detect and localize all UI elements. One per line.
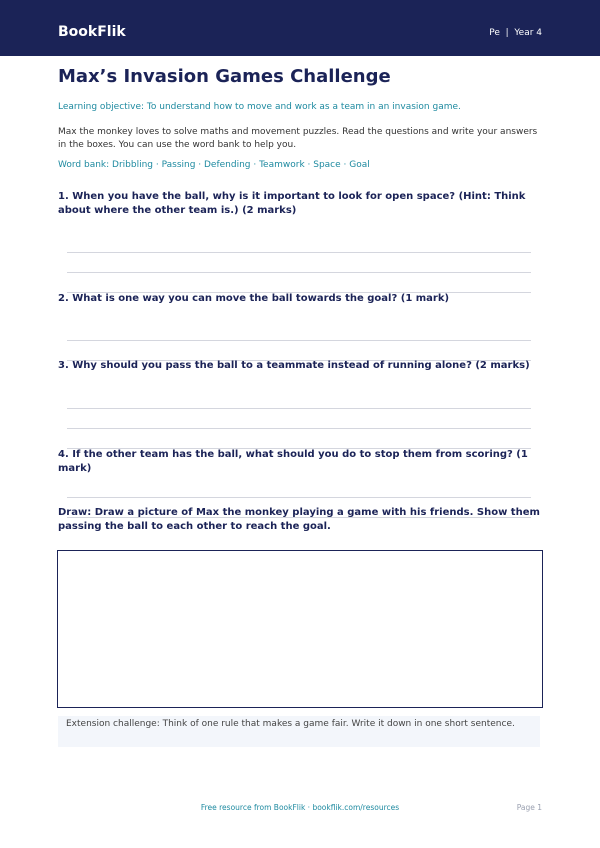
answer-line[interactable] bbox=[67, 428, 531, 429]
page-header bbox=[0, 0, 600, 56]
footer-text: Free resource from BookFlik · bookflik.com/resources bbox=[200, 803, 400, 812]
question-2: 2. What is one way you can move the ball towards the goal? (1 mark) bbox=[58, 293, 450, 304]
extension-challenge: Extension challenge: Think of one rule that makes a game fair. Write it down in one short sentence. bbox=[58, 716, 540, 747]
question-3: 3. Why should you pass the ball to a teammate instead of running alone? (2 marks) bbox=[58, 360, 530, 371]
question-4: 4. If the other team has the ball, what should you do to stop them from scoring? (1 mark) bbox=[58, 449, 528, 474]
question-1: 1. When you have the ball, why is it important to look for open space? (Hint: Think about where the other team is.) (2 marks) bbox=[58, 191, 526, 216]
intro-text: Max the monkey loves to solve maths and movement puzzles. Read the questions and write your answers in the boxes. You can use the word bank to help you. bbox=[58, 127, 538, 150]
draw-prompt: Draw: Draw a picture of Max the monkey playing a game with his friends. Show them passing the ball to each other to reach the goal. bbox=[58, 507, 540, 532]
learning-objective: Learning objective: To understand how to move and work as a team in an invasion game. bbox=[58, 102, 461, 112]
drawing-box[interactable] bbox=[57, 550, 543, 708]
page-number: Page 1 bbox=[516, 803, 542, 812]
answer-line[interactable] bbox=[67, 497, 531, 498]
brand-logo: BookFlik bbox=[58, 24, 126, 40]
subject-year-label: Pe | Year 4 bbox=[489, 28, 542, 38]
page-title: Max’s Invasion Games Challenge bbox=[58, 66, 391, 87]
answer-line[interactable] bbox=[67, 340, 531, 341]
answer-line[interactable] bbox=[67, 272, 531, 273]
answer-line[interactable] bbox=[67, 252, 531, 253]
answer-line[interactable] bbox=[67, 408, 531, 409]
word-bank: Word bank: Dribbling · Passing · Defending · Teamwork · Space · Goal bbox=[58, 160, 370, 170]
